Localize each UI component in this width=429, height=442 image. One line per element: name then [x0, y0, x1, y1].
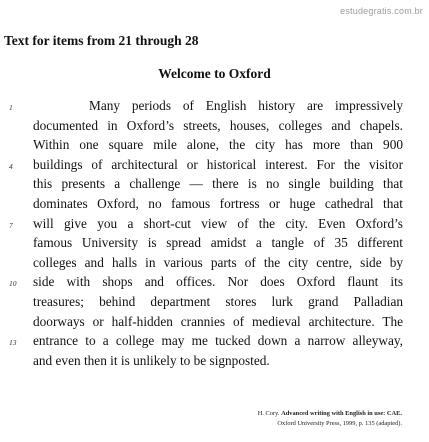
line-number: 4	[9, 161, 13, 171]
passage-line	[0, 174, 429, 194]
line-number: 10	[9, 279, 17, 289]
source-citation	[258, 409, 402, 429]
passage-line	[0, 214, 429, 234]
passage-line	[0, 272, 429, 292]
passage-line	[0, 155, 429, 175]
line-text: documented in Oxford’s streets, houses, colleges and chapels.	[33, 117, 403, 133]
line-text: colleges and halls in various parts of the city centre, side by	[33, 254, 403, 270]
passage-line	[0, 292, 429, 312]
passage-line	[0, 351, 429, 371]
section-header: Text for items from 21 through 28	[4, 33, 199, 48]
passage-line	[0, 253, 429, 273]
line-text: treasures; behind department stores lurk grand Palladian	[33, 293, 403, 309]
passage-line	[0, 135, 429, 155]
line-text: side with shops and offices. Nor does Oxford flaunt its	[33, 274, 403, 290]
line-text: this presents a challenge — there is no single building that	[33, 176, 403, 192]
citation-publisher: Oxford University Press, 1999, p. 135 (adapted).	[277, 420, 402, 427]
citation-line-1	[258, 409, 402, 419]
citation-book: Advanced writing with English in use: CAE.	[281, 410, 402, 417]
passage-line	[0, 312, 429, 332]
line-text: Within one square mile alone, the city has more than 900	[33, 137, 403, 153]
passage-line	[0, 331, 429, 351]
passage-line	[0, 96, 429, 116]
line-number: 7	[9, 220, 13, 230]
watermark: estudegratis.com.br	[340, 6, 423, 16]
citation-author: H. Cory.	[257, 410, 280, 417]
line-text: famous University is spread amidst a tangle of 35 different	[33, 235, 403, 251]
line-text: will give you a short-cut view of the city. Even Oxford’s	[33, 215, 403, 231]
passage	[0, 96, 429, 370]
line-text: buildings of architectural or historical interest. For the visitor	[33, 156, 403, 172]
line-text: Many periods of English history are impressively	[89, 98, 403, 113]
passage-line	[0, 194, 429, 214]
line-number: 1	[9, 103, 13, 112]
line-text: and even then it is unlikely to be signposted.	[33, 352, 270, 368]
line-text: dominates Oxford, no famous fortress or huge cathedral that	[33, 195, 403, 211]
line-number: 13	[9, 338, 17, 348]
line-text: entrance to a college may me tucked down a narrow alleyway,	[33, 333, 403, 349]
line-text: doorways or half-hidden crannies of medieval architecture. The	[33, 313, 403, 329]
passage-title: Welcome to Oxford	[158, 66, 271, 81]
passage-line	[0, 233, 429, 253]
passage-line	[0, 116, 429, 136]
